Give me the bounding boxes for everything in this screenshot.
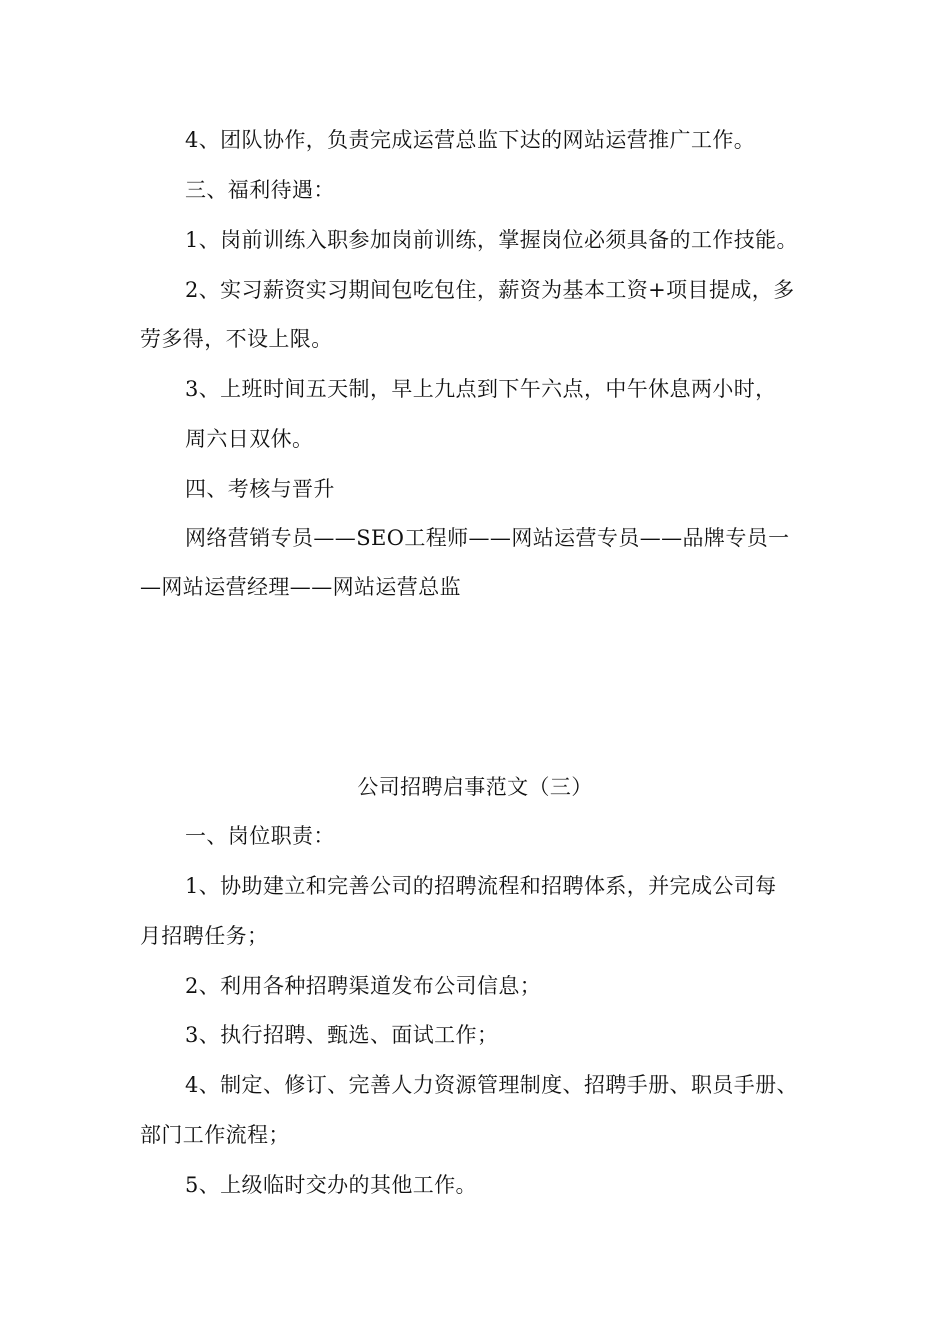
duty-b-item-1-line-1: 1、协助建立和完善公司的招聘流程和招聘体系，并完成公司每 — [185, 874, 777, 898]
duty-b-item-3: 3、执行招聘、甄选、面试工作； — [185, 1023, 499, 1047]
benefits-heading: 三、福利待遇： — [185, 178, 335, 202]
benefit-item-2-line-2: 劳多得，不设上限。 — [140, 327, 333, 351]
benefit-item-3-line-1: 3、上班时间五天制，早上九点到下午六点，中午休息两小时， — [185, 377, 777, 401]
duty-b-item-5: 5、上级临时交办的其他工作。 — [185, 1173, 477, 1197]
duty-b-item-4-line-2: 部门工作流程； — [140, 1123, 290, 1147]
duty-b-item-2: 2、利用各种招聘渠道发布公司信息； — [185, 974, 542, 998]
duty-b-item-4-line-1: 4、制定、修订、完善人力资源管理制度、招聘手册、职员手册、 — [185, 1073, 798, 1097]
benefit-item-1: 1、岗前训练入职参加岗前训练，掌握岗位必须具备的工作技能。 — [185, 228, 798, 252]
benefit-item-3-line-2: 周六日双休。 — [185, 427, 314, 451]
duties-heading: 一、岗位职责： — [185, 824, 335, 848]
benefit-item-2-line-1: 2、实习薪资实习期间包吃包住，薪资为基本工资+项目提成，多 — [185, 278, 795, 302]
promotion-path-line-1: 网络营销专员——SEO工程师——网站运营专员——品牌专员一 — [185, 526, 790, 550]
duty-b-item-1-line-2: 月招聘任务； — [140, 924, 269, 948]
promotion-path-line-2: —网站运营经理——网站运营总监 — [140, 575, 461, 599]
section-title: 公司招聘启事范文（三） — [357, 775, 593, 799]
promotion-heading: 四、考核与晋升 — [185, 477, 335, 501]
duty-item-4: 4、团队协作，负责完成运营总监下达的网站运营推广工作。 — [185, 128, 756, 152]
